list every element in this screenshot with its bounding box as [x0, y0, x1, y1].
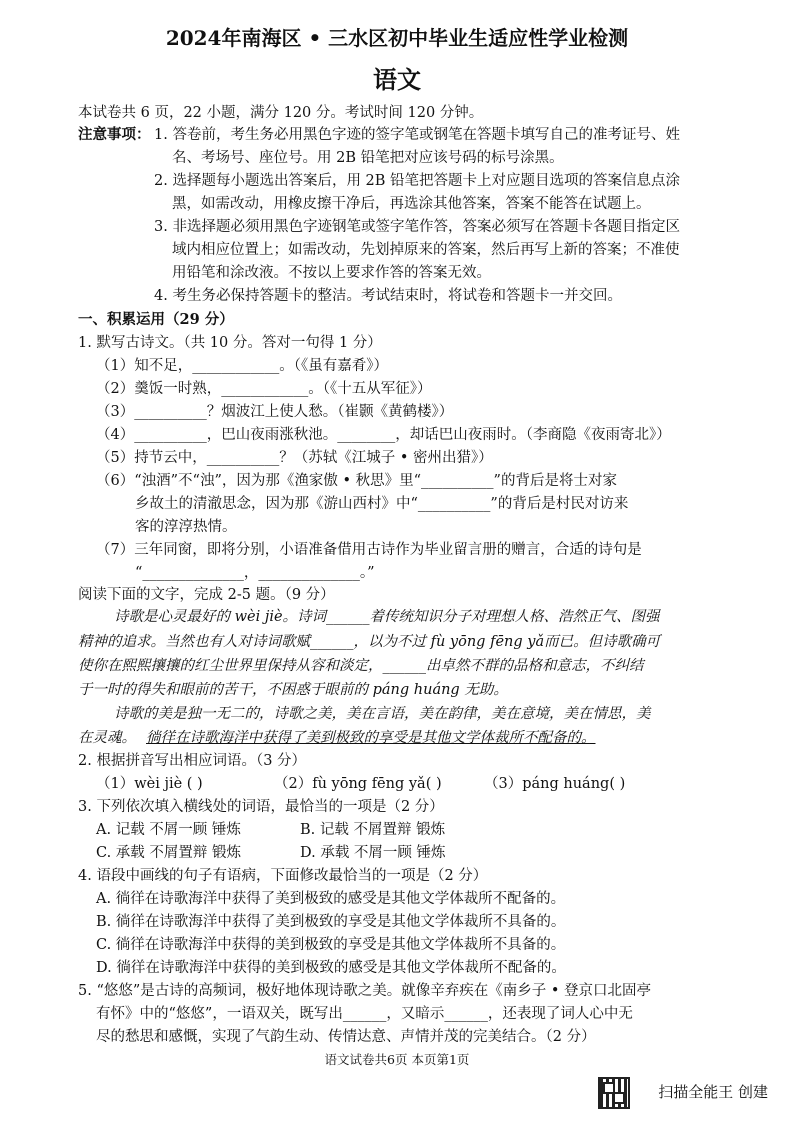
question-1: 1. 默写古诗文。（共 10 分。答对一句得 1 分）: [78, 335, 382, 351]
question-5: 5. “悠悠”是古诗的高频词，极好地体现诗歌之美。就像辛弃疾在《南乡子 • 登京口北固亭: [78, 983, 652, 999]
q1-item: （7）三年同窗，即将分别，小语准备借用古诗作为毕业留言册的赠言，合适的诗句是: [96, 542, 642, 558]
question-5-line: 有怀》中的“悠悠”，一语双关，既写出______，又暗示______，还表现了词人心中无: [96, 1006, 633, 1022]
reading-intro: 阅读下面的文字，完成 2-5 题。（9 分）: [78, 587, 335, 603]
q1-item: （6）“浊酒”不“浊”，因为那《渔家傲 • 秋思》里“__________”的背后是将士对家: [96, 473, 617, 489]
section-heading: 一、积累运用（29 分）: [78, 311, 234, 328]
notice-label: 注意事项：: [78, 126, 151, 143]
notice-line: 4. 考生务必保持答题卡的整洁。考试结束时，将试卷和答题卡一并交回。: [154, 288, 622, 304]
q4-option: A. 徜徉在诗歌海洋中获得了美到极致的感受是其他文学体裁所不配备的。: [96, 891, 566, 907]
notice-line: 2. 选择题每小题选出答案后，用 2B 铅笔把答题卡上对应题目选项的答案信息点涂: [154, 173, 681, 189]
q2-item: （3）páng huáng( ): [484, 776, 626, 792]
question-3: 3. 下列依次填入横线处的词语，最恰当的一项是（2 分）: [78, 799, 444, 815]
q4-option: D. 徜徉在诗歌海洋中获得的美到极致的感受是其他文学体裁所不配备的。: [96, 960, 566, 976]
q1-item: 乡故土的清澈思念，因为那《游山西村》中“__________”的背后是村民对访来: [135, 496, 629, 512]
q4-option: B. 徜徉在诗歌海洋中获得了美到极致的享受是其他文学体裁所不具备的。: [96, 914, 566, 930]
notice-line: 域内相应位置上；如需改动，先划掉原来的答案，然后再写上新的答案；不准使: [172, 242, 680, 258]
q1-item: （1）知不足，____________。（《虽有嘉肴》）: [96, 358, 388, 374]
q2-item: （1）wèi jiè ( ): [96, 776, 203, 792]
passage-line: 在灵魂。: [78, 730, 136, 746]
notice-line: 用铅笔和涂改液。不按以上要求作答的答案无效。: [172, 265, 491, 281]
notice-line: 黑，如需改动，用橡皮擦干净后，再选涂其他答案，答案不能答在试题上。: [172, 196, 651, 212]
page-footer: 语文试卷共6页 本页第1页: [324, 1052, 470, 1067]
q1-item: 客的淳淳热情。: [135, 519, 237, 535]
question-4: 4. 语段中画线的句子有语病，下面修改最恰当的一项是（2 分）: [78, 868, 488, 884]
q3-option: A. 记载 不屑一顾 锤炼: [96, 822, 241, 838]
question-2: 2. 根据拼音写出相应词语。（3 分）: [78, 753, 307, 769]
notice-line: 3. 非选择题必须用黑色字迹钢笔或签字笔作答，答案必须写在答题卡各题目指定区: [154, 219, 680, 235]
q1-item: （2）羹饭一时熟，____________。（《十五从军征》）: [96, 381, 432, 397]
notice-line: 1. 答卷前，考生务必用黑色字迹的签字笔或钢笔在答题卡填写自己的准考证号、姓: [154, 127, 680, 143]
q2-item: （2）fù yōng fēng yǎ( ): [274, 776, 442, 792]
q1-item: （4）__________，巴山夜雨涨秋池。________，却话巴山夜雨时。（李商隐《夜雨寄北》）: [96, 427, 671, 443]
q1-item: “______________，______________。”: [135, 565, 375, 581]
passage-line: 精神的追求。当然也有人对诗词歌赋______，以为不过 fù yōng fēng yǎ而已。但诗歌确可: [78, 634, 661, 650]
passage-line: 使你在熙熙攘攘的红尘世界里保持从容和淡定，______出卓然不群的品格和意志，不纠结: [78, 658, 644, 674]
subject-title: 语文: [373, 65, 421, 94]
q1-item: （5）持节云中，__________？（苏轼《江城子 • 密州出猎》）: [96, 450, 493, 466]
qr-code-icon: [598, 1077, 630, 1109]
exam-info: 本试卷共 6 页，22 小题，满分 120 分。考试时间 120 分钟。: [78, 105, 484, 121]
scanner-brand: 扫描全能王 创建: [658, 1083, 768, 1101]
q3-option: C. 承载 不屑置辩 锻炼: [96, 845, 242, 861]
q4-option: C. 徜徉在诗歌海洋中获得的美到极致的享受是其他文学体裁所不具备的。: [96, 937, 566, 953]
passage-line: 诗歌的美是独一无二的，诗歌之美，美在言语，美在韵律，美在意境，美在情思，美: [114, 706, 651, 722]
q3-option: B. 记载 不屑置辩 锻炼: [300, 822, 446, 838]
passage-line: 诗歌是心灵最好的 wèi jiè。诗词______着传统知识分子对理想人格、浩然正气、图强: [114, 609, 660, 625]
underlined-sentence: 徜徉在诗歌海洋中获得了美到极致的享受是其他文学体裁所不配备的。: [146, 730, 596, 746]
question-5-line: 尽的愁思和感慨，实现了气韵生动、传情达意、声情并茂的完美结合。（2 分）: [96, 1029, 596, 1045]
passage-line: 于一时的得失和眼前的苦干，不困惑于眼前的 páng huáng 无助。: [78, 682, 508, 698]
q1-item: （3）__________？烟波江上使人愁。（崔颢《黄鹤楼》）: [96, 404, 454, 420]
q3-option: D. 承载 不屑一顾 锤炼: [300, 845, 446, 861]
exam-title: 2024年南海区 • 三水区初中毕业生适应性学业检测: [165, 26, 629, 50]
notice-line: 名、考场号、座位号。用 2B 铅笔把对应该号码的标号涂黑。: [172, 150, 564, 166]
